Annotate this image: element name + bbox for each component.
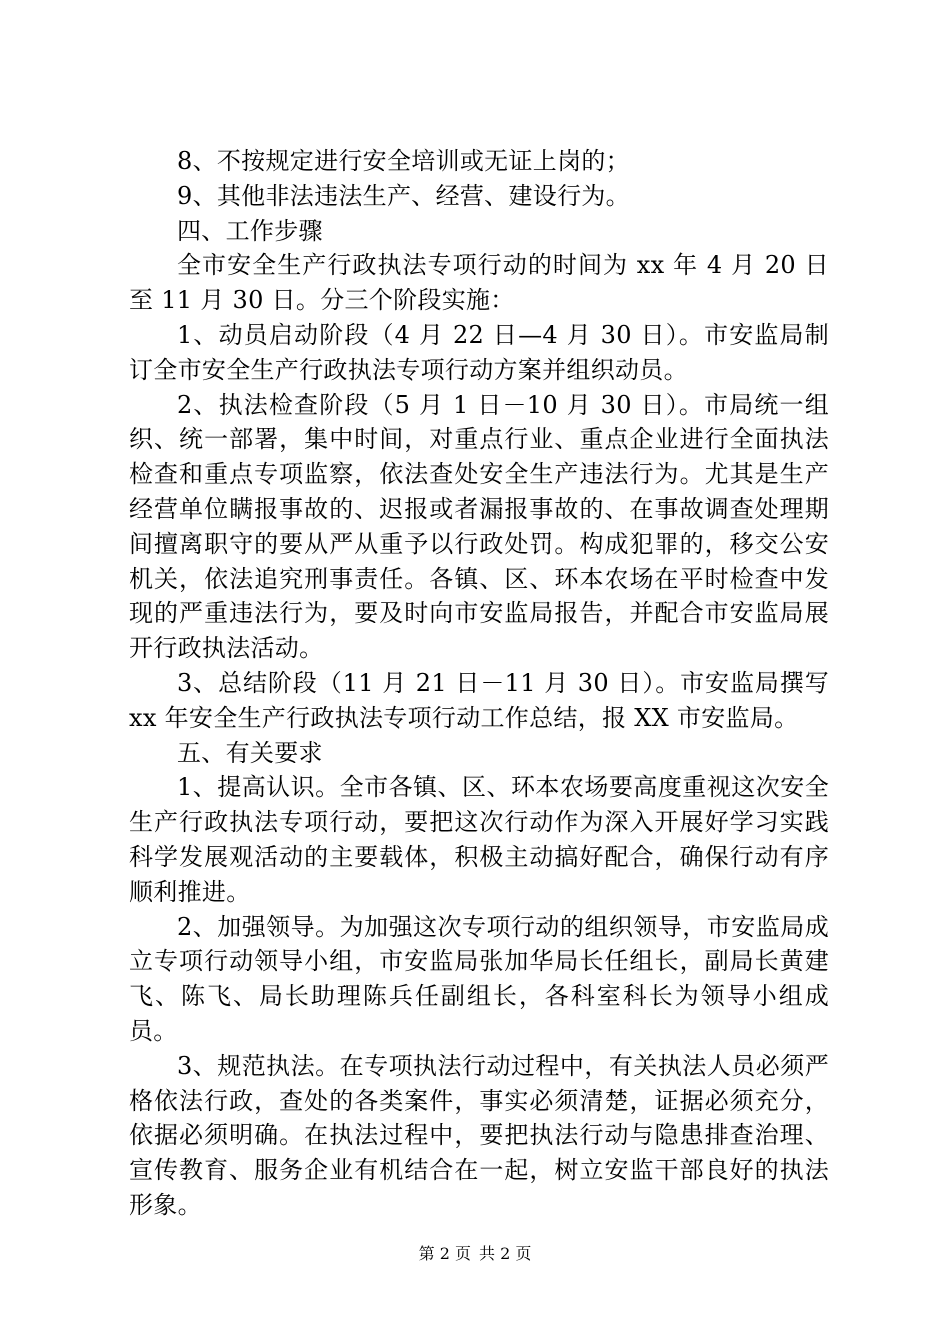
paragraph-item-9: 9、其他非法违法生产、经营、建设行为。 bbox=[177, 181, 630, 210]
page-footer bbox=[0, 1243, 950, 1265]
section-heading-work-steps: 四、工作步骤 bbox=[177, 216, 323, 245]
paragraph-stage-1: 1、动员启动阶段（4 月 22 日—4 月 30 日）。市安监局制订全市安全生产行政执法专项行动方案并组织动员。 bbox=[129, 320, 829, 384]
page-number: 第 2 页 bbox=[418, 1244, 471, 1263]
paragraph-requirement-2: 2、加强领导。为加强这次专项行动的组织领导，市安监局成立专项行动领导小组，市安监局张加华局长任组长，副局长黄建飞、陈飞、局长助理陈兵任副组长，各科室科长为领导小组成员。 bbox=[129, 912, 829, 1045]
paragraph-stage-2: 2、执法检查阶段（5 月 1 日－10 月 30 日）。市局统一组织、统一部署，集中时间，对重点行业、重点企业进行全面执法检查和重点专项监察，依法查处安全生产违法行为。尤其是生产经营单位瞒报事故的、迟报或者漏报事故的、在事故调查处理期间擅离职守的要从严从重予以行政处罚。构成犯罪的，移交公安机关，依法追究刑事责任。各镇、区、环本农场在平时检查中发现的严重违法行为，要及时向市安监局报告，并配合市安监局展开行政执法活动。 bbox=[129, 390, 829, 663]
paragraph-requirement-3: 3、规范执法。在专项执法行动过程中，有关执法人员必须严格依法行政，查处的各类案件，事实必须清楚，证据必须充分，依据必须明确。在执法过程中，要把执法行动与隐患排查治理、宣传教育、服务企业有机结合在一起，树立安监干部良好的执法形象。 bbox=[129, 1051, 829, 1219]
paragraph-item-8: 8、不按规定进行安全培训或无证上岗的； bbox=[177, 147, 630, 175]
paragraph-stage-3: 3、总结阶段（11 月 21 日－11 月 30 日）。市安监局撰写 xx 年安全生产行政执法专项行动工作总结，报 XX 市安监局。 bbox=[129, 668, 829, 732]
page-total: 共 2 页 bbox=[479, 1244, 532, 1263]
paragraph-schedule: 全市安全生产行政执法专项行动的时间为 xx 年 4 月 20 日至 11 月 30 日。分三个阶段实施： bbox=[129, 251, 829, 315]
paragraph-requirement-1: 1、提高认识。全市各镇、区、环本农场要高度重视这次安全生产行政执法专项行动，要把这次行动作为深入开展好学习实践科学发展观活动的主要载体，积极主动搞好配合，确保行动有序顺利推进。 bbox=[129, 773, 829, 906]
document-body bbox=[129, 144, 829, 1223]
section-heading-requirements: 五、有关要求 bbox=[177, 738, 323, 767]
